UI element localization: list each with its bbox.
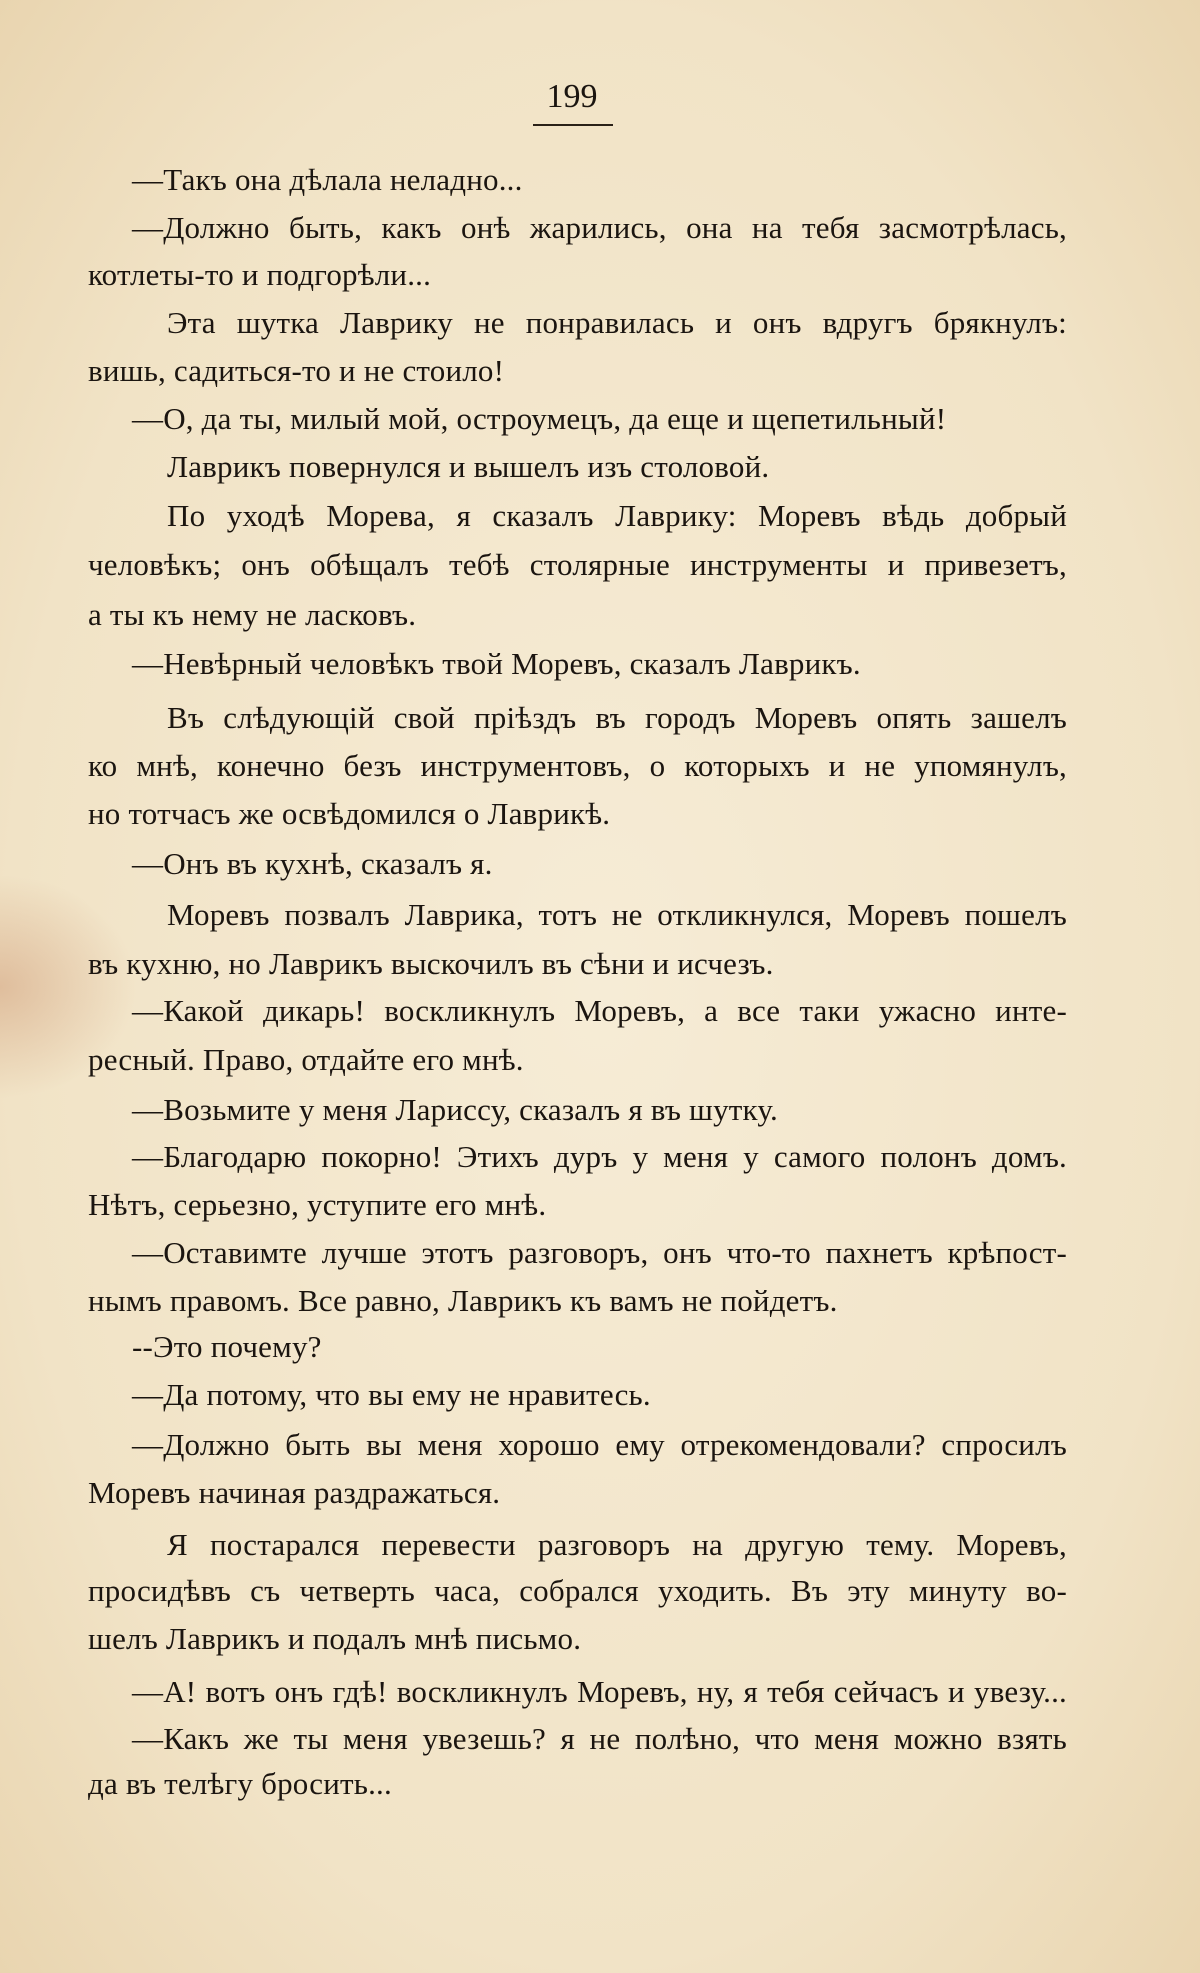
text-line: —Такъ она дѣлала неладно...: [132, 162, 523, 197]
text-line: ресный. Право, отдайте его мнѣ.: [88, 1042, 524, 1077]
text-line: Моревъ позвалъ Лаврика, тотъ не откликнулся, Моревъ пошелъ: [167, 897, 1067, 932]
text-line: —Оставимте лучше этотъ разговоръ, онъ что-то пахнетъ крѣпост-: [132, 1235, 1067, 1270]
text-line: Въ слѣдующій свой пріѣздъ въ городъ Моревъ опять зашелъ: [167, 700, 1067, 735]
text-line: Моревъ начиная раздражаться.: [88, 1475, 501, 1510]
text-line: ко мнѣ, конечно безъ инструментовъ, о которыхъ и не упомянулъ,: [88, 748, 1067, 783]
text-line: шелъ Лаврикъ и подалъ мнѣ письмо.: [88, 1621, 582, 1656]
text-line: Нѣтъ, серьезно, уступите его мнѣ.: [88, 1187, 547, 1222]
text-line: Я постарался перевести разговоръ на другую тему. Моревъ,: [167, 1527, 1067, 1562]
text-line: По уходѣ Морева, я сказалъ Лаврику: Моревъ вѣдь добрый: [167, 498, 1067, 533]
text-line: Эта шутка Лаврику не понравилась и онъ вдругъ брякнулъ:: [167, 305, 1067, 340]
text-line: —Онъ въ кухнѣ, сказалъ я.: [132, 846, 493, 881]
text-line: —Возьмите у меня Лариссу, сказалъ я въ шутку.: [132, 1092, 778, 1127]
text-line: —Какъ же ты меня увезешь? я не полѣно, что меня можно взять: [132, 1721, 1067, 1756]
text-line: —Должно быть, какъ онѣ жарились, она на тебя засмотрѣлась,: [132, 210, 1067, 245]
text-line: въ кухню, но Лаврикъ выскочилъ въ сѣни и исчезъ.: [88, 946, 774, 981]
text-line: —О, да ты, милый мой, остроумецъ, да еще и щепетильный!: [132, 401, 947, 436]
text-line: —Благодарю покорно! Этихъ дуръ у меня у самого полонъ домъ.: [132, 1139, 1067, 1174]
text-line: котлеты-то и подгорѣли...: [88, 257, 432, 292]
text-line: вишь, садиться-то и не стоило!: [88, 353, 505, 388]
text-line: человѣкъ; онъ обѣщалъ тебѣ столярные инструменты и привезетъ,: [88, 547, 1067, 582]
text-line: —Невѣрный человѣкъ твой Моревъ, сказалъ Лаврикъ.: [132, 646, 861, 681]
text-line: --Это почему?: [132, 1329, 322, 1364]
text-line: —Какой дикарь! воскликнулъ Моревъ, а все таки ужасно инте-: [132, 993, 1067, 1028]
text-line: —Да потому, что вы ему не нравитесь.: [132, 1377, 651, 1412]
text-line: —Должно быть вы меня хорошо ему отрекомендовали? спросилъ: [132, 1427, 1067, 1462]
page-number: 199: [546, 78, 598, 115]
text-line: да въ телѣгу бросить...: [88, 1766, 392, 1801]
text-line: просидѣвъ съ четверть часа, собрался уходить. Въ эту минуту во-: [88, 1573, 1067, 1608]
page-number-rule: [533, 124, 613, 126]
text-line: но тотчасъ же освѣдомился о Лаврикѣ.: [88, 796, 611, 831]
text-line: Лаврикъ повернулся и вышелъ изъ столовой.: [167, 449, 770, 484]
text-line: —А! вотъ онъ гдѣ! воскликнулъ Моревъ, ну, я тебя сейчасъ и увезу...: [132, 1674, 1067, 1709]
text-line: а ты къ нему не ласковъ.: [88, 597, 417, 632]
text-line: нымъ правомъ. Все равно, Лаврикъ къ вамъ не пойдетъ.: [88, 1283, 838, 1318]
